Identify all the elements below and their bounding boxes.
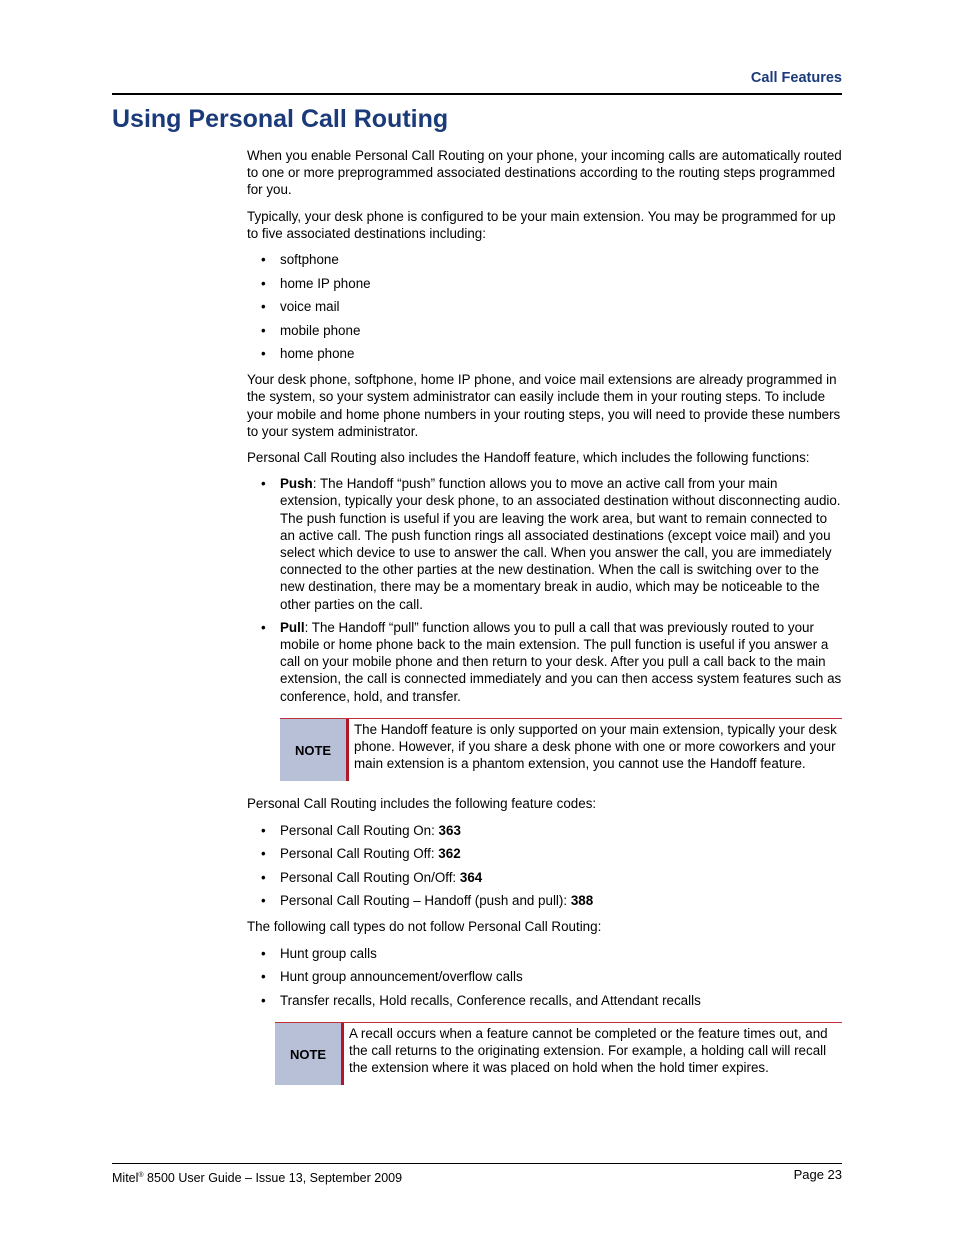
codes-intro: Personal Call Routing includes the following feature codes: (247, 796, 597, 812)
header-rule (112, 93, 842, 95)
note-box-handoff (280, 718, 842, 782)
list-item: • softphone (261, 252, 339, 268)
list-item: • home phone (261, 346, 355, 362)
bullet-icon: • (261, 822, 266, 838)
bullet-icon: • (261, 275, 266, 291)
bullet-icon: • (261, 893, 266, 909)
note-text: The Handoff feature is only supported on your main extension, typically your desk phone. However, if you share a desk phone with one or more coworkers and your main extension is a phantom extension, you cannot use the Handoff feature. (354, 721, 837, 772)
list-item: • home IP phone (261, 275, 371, 291)
feature-codes-list (247, 822, 842, 910)
destinations-intro: Typically, your desk phone is configured to be your main extension. You may be programmed for up to five associated destinations including: (247, 208, 836, 241)
feature-code: 364 (459, 869, 483, 885)
list-item: • Personal Call Routing On/Off: 364 (261, 869, 483, 885)
bullet-icon: • (261, 969, 266, 985)
bullet-icon: • (261, 945, 266, 961)
note-box-recall (275, 1022, 842, 1086)
feature-code: 362 (438, 846, 461, 862)
destinations-list (247, 251, 842, 362)
body-content (247, 147, 842, 1099)
running-header: Call Features (750, 70, 842, 86)
term: Pull (280, 619, 305, 635)
note-label: NOTE (280, 719, 346, 782)
feature-code: 388 (570, 893, 594, 909)
intro-paragraph: When you enable Personal Call Routing on your phone, your incoming calls are automatically routed to one or more preprogrammed associated destinations according to the routing steps programmed for you. (247, 148, 842, 198)
page-number: Page 23 (793, 1167, 842, 1182)
bullet-icon: • (261, 992, 266, 1008)
list-item: • Hunt group announcement/overflow calls (261, 969, 523, 985)
list-item: • Hunt group calls (261, 945, 377, 961)
call-types-list (247, 945, 842, 1009)
bullet-icon: • (261, 299, 266, 315)
page-title: Using Personal Call Routing (112, 105, 449, 133)
call-types-intro: The following call types do not follow Personal Call Routing: (247, 919, 602, 935)
list-item: • Personal Call Routing Off: 362 (261, 846, 461, 862)
note-text: A recall occurs when a feature cannot be completed or the feature times out, and the call returns to the originating extension. For example, a holding call will recall the extension where it was placed on hold when the hold timer expires. (349, 1025, 828, 1076)
footer-rule (112, 1163, 842, 1164)
functions-list (247, 475, 842, 705)
bullet-icon: • (261, 346, 266, 362)
handoff-intro: Personal Call Routing also includes the Handoff feature, which includes the following functions: (247, 450, 810, 466)
list-item-pull: • Pull: The Handoff “pull” function allows you to pull a call that was previously routed to your mobile or home phone back to the main extension. The pull function is useful if you answer a call on your mobile phone and then return to your desk. After you pull a call back to the main extension, the call is connected immediately and you can then access system features such as conference, hold, and transfer. (261, 619, 842, 704)
list-item: • Personal Call Routing On: 363 (261, 822, 461, 838)
list-item: • voice mail (261, 299, 340, 315)
list-item: • mobile phone (261, 322, 361, 338)
feature-code: 363 (438, 822, 461, 838)
bullet-icon: • (261, 476, 266, 492)
list-item-push: • Push: The Handoff “push” function allows you to move an active call from your main extension, typically your desk phone, to an associated destination without disconnecting audio. The push function is useful if you are leaving the work area, but want to remain connected to an active call. The push function rings all associated destinations (except voice mail) and you select which device to use to answer the call. When you answer the call, you are immediately connected to the other parties at the new destination. When the call is switching over to the new destination, there may be a momentary break in audio, which may be noticeable to the other parties on the call. (261, 476, 841, 612)
bullet-icon: • (261, 869, 266, 885)
term: Push (280, 476, 313, 492)
footer-doc-info: Mitel® 8500 User Guide – Issue 13, September 2009 (112, 1171, 403, 1186)
bullet-icon: • (261, 252, 266, 268)
list-item: • Personal Call Routing – Handoff (push and pull): 388 (261, 893, 594, 909)
bullet-icon: • (261, 619, 266, 635)
list-item: • Transfer recalls, Hold recalls, Conference recalls, and Attendant recalls (261, 992, 701, 1008)
bullet-icon: • (261, 846, 266, 862)
admin-paragraph: Your desk phone, softphone, home IP phone, and voice mail extensions are already programmed in the system, so your system administrator can easily include them in your routing steps. To include your mobile and home phone numbers in your routing steps, you will need to provide these numbers to your system administrator. (247, 372, 841, 439)
bullet-icon: • (261, 322, 266, 338)
note-label: NOTE (275, 1023, 341, 1086)
